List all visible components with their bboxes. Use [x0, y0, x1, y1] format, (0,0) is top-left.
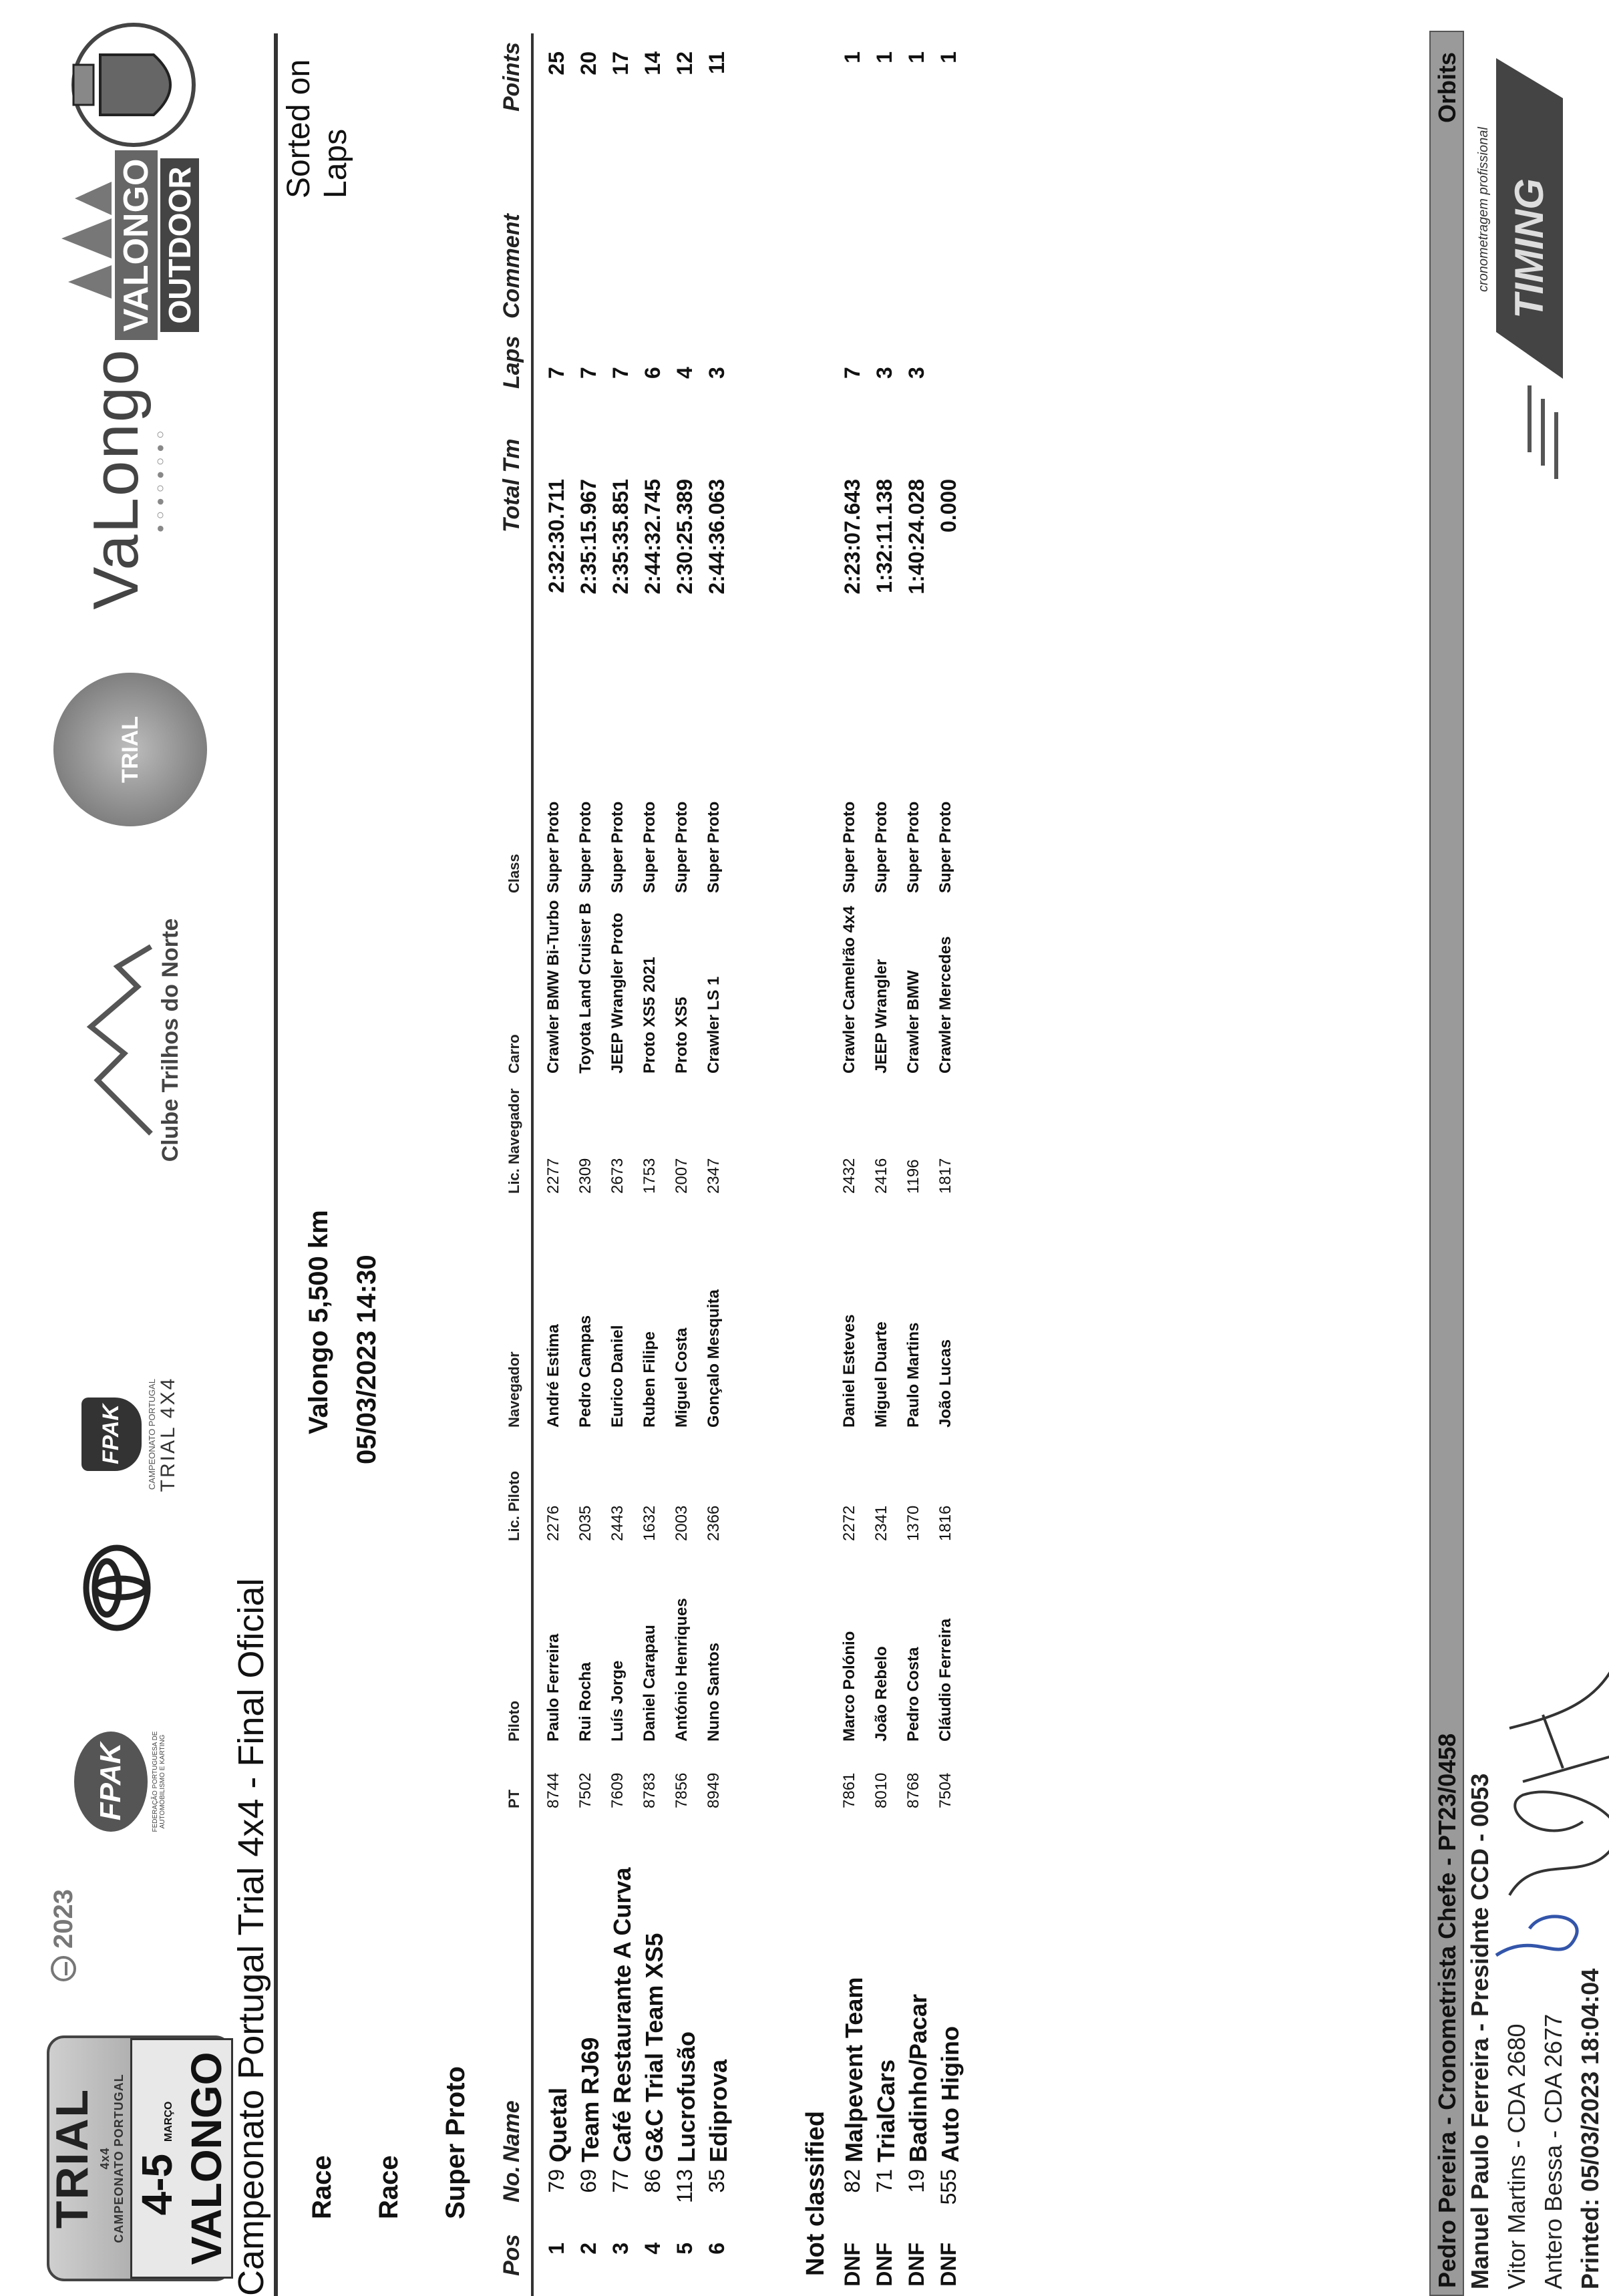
municipal-crest	[53, 11, 227, 158]
cell-carro: JEEP Wrangler Proto	[608, 913, 627, 1074]
trial-logo-4x4: 4x4	[98, 2147, 112, 2170]
cell-class: Super Proto	[705, 801, 723, 893]
cell-carro: Proto XS5	[673, 997, 691, 1074]
cell-total-tm: 2:30:25.389	[673, 479, 697, 595]
cell-laps: 7	[544, 367, 568, 379]
cell-pt: 7609	[608, 1772, 627, 1808]
fpak-logo-text: FPAK	[74, 1732, 148, 1832]
cell-navegador: Miguel Duarte	[872, 1321, 890, 1428]
cell-points: 25	[544, 51, 568, 75]
cell-pt: 8768	[904, 1772, 922, 1808]
cell-total-tm: 2:44:32.745	[641, 479, 665, 595]
cell-class: Super Proto	[608, 801, 627, 893]
fpak-federation-logo	[53, 1695, 187, 1868]
cell-piloto: António Henriques	[673, 1598, 691, 1742]
cell-pt: 8010	[872, 1772, 890, 1808]
valongo-dots: ●○●○●○●○	[152, 425, 168, 533]
cell-laps: 3	[872, 367, 896, 379]
cell-no: 19	[904, 2169, 928, 2193]
race-label-1: Race	[307, 2155, 337, 2219]
cell-no: 35	[705, 2169, 729, 2193]
cell-lic-navegador: 1196	[904, 1159, 922, 1194]
cell-piloto: Pedro Costa	[904, 1647, 922, 1742]
cell-pos: 4	[641, 2243, 665, 2255]
cell-pt: 7504	[936, 1772, 954, 1808]
cell-lic-piloto: 1816	[936, 1505, 954, 1541]
cell-points: 14	[641, 51, 665, 75]
cell-class: Super Proto	[904, 801, 922, 893]
header-lic-piloto: Lic. Piloto	[506, 1470, 522, 1541]
cell-name: TrialCars	[872, 2059, 900, 2162]
header-navegador: Navegador	[506, 1351, 522, 1428]
cell-lic-piloto: 2366	[705, 1505, 723, 1541]
cell-lic-piloto: 1370	[904, 1505, 922, 1541]
cell-lic-navegador: 1753	[641, 1158, 659, 1194]
cell-carro: Crawler LS 1	[705, 976, 723, 1074]
official-line-2: Vitor Martins - CDA 2680	[1503, 2023, 1530, 2289]
cell-pos: 3	[608, 2243, 633, 2255]
cell-points: 1	[872, 51, 896, 63]
race-label-2: Race	[374, 2155, 403, 2219]
brand-logo	[1476, 25, 1609, 492]
signatures-icon	[1483, 1595, 1609, 2129]
cell-lic-navegador: 2277	[544, 1158, 562, 1194]
sort-note: Sorted on Laps	[281, 59, 353, 198]
cell-class: Super Proto	[641, 801, 659, 893]
header-lic-navegador: Lic. Navegador	[506, 1088, 522, 1194]
page-title: Campeonato Portugal Trial 4x4 - Final Oficial	[231, 1578, 271, 2296]
cell-pt: 8783	[641, 1772, 659, 1808]
cell-points: 1	[840, 51, 864, 63]
toyota-logo	[73, 1541, 160, 1635]
cell-lic-piloto: 2443	[608, 1505, 627, 1541]
cell-lic-piloto: 2276	[544, 1505, 562, 1541]
cell-piloto: Paulo Ferreira	[544, 1633, 562, 1742]
cell-navegador: Paulo Martins	[904, 1322, 922, 1428]
cell-no: 79	[544, 2169, 568, 2193]
official-line-1: Manuel Paulo Ferreira - Presidnte CCD - 0053	[1466, 1773, 1493, 2289]
orbits-label: Orbits	[1433, 52, 1461, 124]
cell-carro: Toyota Land Cruiser B	[576, 903, 594, 1074]
cell-no: 69	[576, 2169, 600, 2193]
cell-lic-piloto: 2341	[872, 1505, 890, 1541]
trial-logo-subtitle: CAMPEONATO PORTUGAL	[112, 2074, 126, 2243]
cell-pos: DNF	[872, 2243, 896, 2287]
header-laps: Laps	[499, 335, 524, 389]
cell-name: Badinho/Pacar	[904, 1993, 932, 2162]
not-classified-label: Not classified	[801, 2110, 830, 2276]
cell-piloto: Nuno Santos	[705, 1643, 723, 1742]
toyota-icon	[80, 1544, 154, 1631]
cell-pos: DNF	[840, 2243, 864, 2287]
cell-points: 1	[936, 51, 960, 63]
cell-pos: 5	[673, 2243, 697, 2255]
cell-carro: Crawler BMW Bi-Turbo	[544, 900, 562, 1074]
cell-lic-navegador: 2416	[872, 1158, 890, 1194]
cell-navegador: Eurico Daniel	[608, 1325, 627, 1428]
trial-event-logo	[47, 2035, 232, 2281]
cell-total-tm: 2:23:07.643	[840, 479, 864, 595]
cell-points: 20	[576, 51, 600, 75]
cell-lic-navegador: 2673	[608, 1158, 627, 1194]
cell-points: 1	[904, 51, 928, 63]
cell-lic-piloto: 2272	[840, 1505, 858, 1541]
outdoor-trees-icon	[55, 178, 115, 312]
header-comment: Comment	[499, 214, 524, 319]
trial-badge-logo	[53, 673, 207, 826]
cell-no: 82	[840, 2169, 864, 2193]
cell-class: Super Proto	[936, 801, 954, 893]
cell-pt: 8744	[544, 1772, 562, 1808]
cell-no: 113	[673, 2169, 697, 2204]
cell-total-tm: 2:35:15.967	[576, 479, 600, 595]
cell-pos: 6	[705, 2243, 729, 2255]
cell-laps: 4	[673, 367, 697, 379]
cell-carro: Crawler Mercedes	[936, 936, 954, 1074]
cell-pt: 7856	[673, 1772, 691, 1808]
cell-navegador: André Estima	[544, 1324, 562, 1428]
official-line-3: Antero Bessa - CDA 2677	[1540, 2013, 1567, 2289]
cell-lic-navegador: 1817	[936, 1158, 954, 1194]
campeonato-text: CAMPEONATO PORTUGAL	[146, 1378, 157, 1490]
trial-logo-dates: 4-5 MARÇO VALONGO	[130, 2038, 233, 2279]
cell-pos: DNF	[904, 2243, 928, 2287]
cell-lic-piloto: 1632	[641, 1505, 659, 1541]
cell-pos: 1	[544, 2243, 568, 2255]
cell-class: Super Proto	[576, 801, 594, 893]
valongo-logo	[67, 348, 180, 610]
printed-timestamp: Printed: 05/03/2023 18:04:04	[1576, 1968, 1604, 2289]
venue-distance: Valongo 5,500 km	[304, 1210, 333, 1434]
year-mark	[47, 1889, 80, 1982]
cell-total-tm: 2:44:36.063	[705, 479, 729, 595]
cell-lic-navegador: 2309	[576, 1158, 594, 1194]
cell-name: Lucrofusão	[673, 2031, 700, 2162]
cell-navegador: Pedro Campas	[576, 1315, 594, 1428]
cell-name: Quetal	[544, 2087, 572, 2162]
trial-badge-text: TRIAL	[117, 715, 143, 784]
cell-carro: Proto XS5 2021	[641, 957, 659, 1074]
cell-no: 555	[936, 2169, 960, 2205]
cell-lic-navegador: 2432	[840, 1158, 858, 1194]
cell-lic-piloto: 2035	[576, 1505, 594, 1541]
header-carro: Carro	[506, 1034, 522, 1074]
cell-pos: DNF	[936, 2243, 960, 2287]
clube-text: Clube Trilhos do Norte	[157, 918, 183, 1162]
header-piloto: Piloto	[506, 1700, 522, 1742]
cell-name: Team RJ69	[576, 2037, 604, 2162]
cell-carro: Crawler BMW	[904, 970, 922, 1074]
header-pos: Pos	[499, 2234, 524, 2276]
cell-class: Super Proto	[840, 801, 858, 893]
cell-piloto: Cláudio Ferreira	[936, 1618, 954, 1742]
cell-laps: 7	[840, 367, 864, 379]
header-name: Name	[499, 2100, 524, 2162]
header-total-tm: Total Tm	[499, 438, 524, 532]
cell-navegador: Gonçalo Mesquita	[705, 1289, 723, 1428]
cell-pt: 8949	[705, 1772, 723, 1808]
header-rule	[531, 33, 534, 2296]
header-pt: PT	[506, 1789, 522, 1808]
cell-piloto: Rui Rocha	[576, 1662, 594, 1742]
cell-navegador: Ruben Filipe	[641, 1331, 659, 1428]
trial-logo-title: TRIAL	[47, 2088, 98, 2229]
cell-name: Auto Higino	[936, 2026, 964, 2162]
cell-navegador: Miguel Costa	[673, 1327, 691, 1428]
valongo-outdoor-logo	[40, 145, 214, 345]
cell-piloto: João Rebelo	[872, 1646, 890, 1742]
header-class: Class	[506, 854, 522, 893]
cell-total-tm: 1:32:11.138	[872, 479, 896, 593]
cell-total-tm: 2:32:30.711	[544, 479, 568, 593]
cell-carro: Crawler Camelrão 4x4	[840, 906, 858, 1074]
race-datetime: 05/03/2023 14:30	[352, 1255, 381, 1464]
cell-points: 11	[705, 51, 729, 74]
cell-carro: JEEP Wrangler	[872, 959, 890, 1074]
fpak-shield: FPAK	[81, 1398, 142, 1471]
cell-no: 71	[872, 2169, 896, 2193]
outdoor-line1: VALONGO	[115, 150, 158, 339]
cell-laps: 7	[576, 367, 600, 379]
cell-laps: 3	[705, 367, 729, 379]
campeonato-trial-logo	[47, 1341, 214, 1528]
cell-piloto: Marco Polónio	[840, 1631, 858, 1742]
cell-name: Ediprova	[705, 2059, 732, 2162]
cell-total-tm: 1:40:24.028	[904, 479, 928, 595]
cell-name: Malpevent Team	[840, 1977, 868, 2162]
svg-text:TIMING: TIMING	[1507, 178, 1552, 319]
cell-lic-piloto: 2003	[673, 1505, 691, 1541]
cell-class: Super Proto	[673, 801, 691, 893]
header-points: Points	[499, 42, 524, 112]
cell-class: Super Proto	[544, 801, 562, 893]
cell-points: 12	[673, 51, 697, 75]
cell-name: G&C Trial Team XS5	[641, 1933, 668, 2162]
outdoor-line2: OUTDOOR	[160, 158, 199, 331]
cell-pt: 7861	[840, 1772, 858, 1808]
brand-tagline: cronometragem profissional	[1476, 127, 1491, 292]
cell-no: 86	[641, 2169, 665, 2193]
cell-piloto: Luís Jorge	[608, 1660, 627, 1742]
cell-total-tm: 0.000	[936, 479, 960, 533]
mountain-icon	[77, 940, 158, 1140]
cell-class: Super Proto	[872, 801, 890, 893]
footer-bar	[1429, 31, 1464, 2296]
year-text: 2023	[48, 1889, 78, 1949]
cell-total-tm: 2:35:35.851	[608, 479, 633, 595]
header-no: No.	[499, 2166, 524, 2202]
cell-name: Café Restaurante A Curva	[608, 1867, 636, 2162]
cell-navegador: Daniel Esteves	[840, 1314, 858, 1428]
cell-navegador: João Lucas	[936, 1339, 954, 1428]
cell-no: 77	[608, 2169, 633, 2193]
cell-piloto: Daniel Carapau	[641, 1625, 659, 1742]
cell-lic-navegador: 2347	[705, 1158, 723, 1194]
timing-brand-icon	[1476, 25, 1583, 492]
cell-laps: 6	[641, 367, 665, 379]
clube-trilhos-logo	[53, 913, 207, 1167]
cell-lic-navegador: 2007	[673, 1158, 691, 1194]
cell-pt: 7502	[576, 1772, 594, 1808]
cell-laps: 3	[904, 367, 928, 379]
cell-laps: 7	[608, 367, 633, 379]
category-label: Super Proto	[441, 2066, 470, 2219]
crest-icon	[60, 18, 220, 152]
trial-4x4-text: TRIAL 4X4	[156, 1376, 179, 1492]
valongo-wordmark: VaLongo	[79, 348, 152, 610]
fpak-caption: FEDERAÇÃO PORTUGUESA DE AUTOMOBILISMO E KARTING	[152, 1731, 166, 1832]
cell-pos: 2	[576, 2243, 600, 2255]
cell-points: 17	[608, 51, 633, 75]
fia-icon	[50, 1955, 77, 1982]
chief-timekeeper: Pedro Pereira - Cronometrista Chefe - PT23/0458	[1433, 1733, 1461, 2288]
